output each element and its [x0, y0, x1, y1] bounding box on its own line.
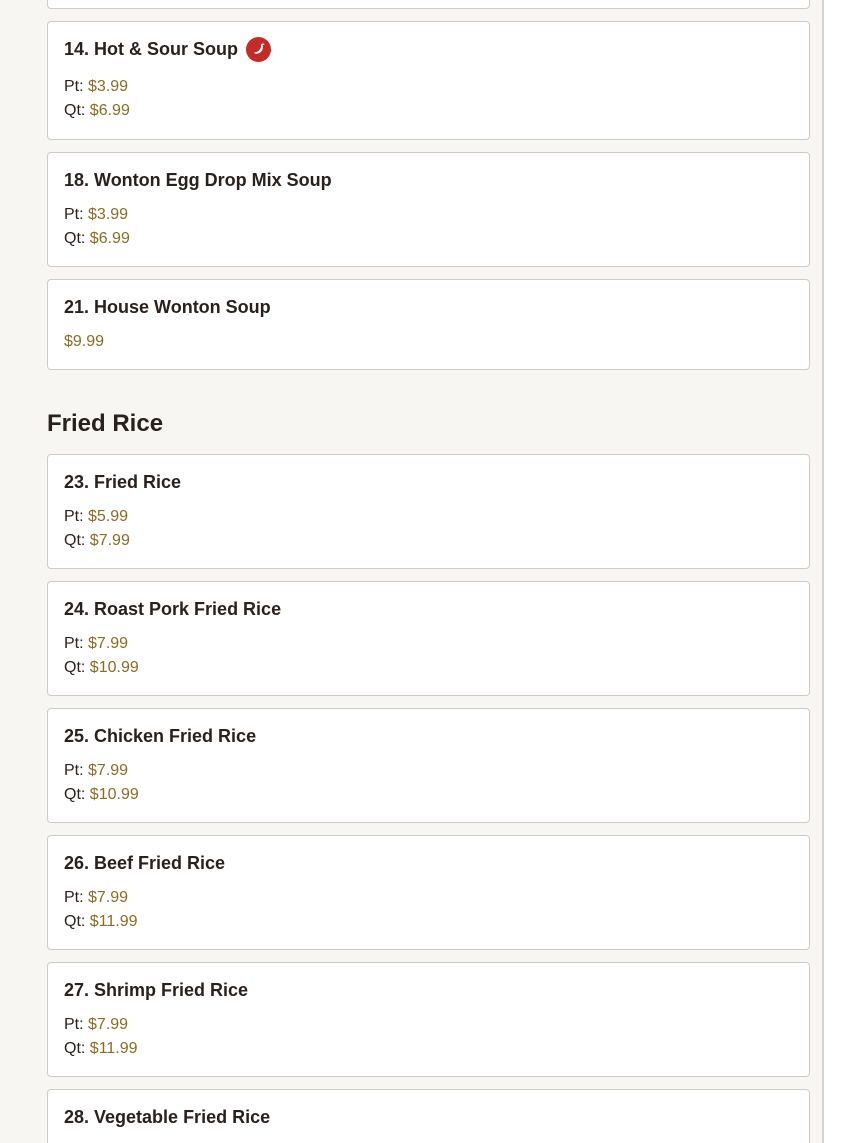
menu-item-card[interactable]: [47, 581, 810, 696]
menu-item-title: 24. Roast Pork Fried Rice: [64, 599, 282, 619]
quart-price-line: [64, 529, 793, 553]
quart-price: $6.99: [89, 102, 130, 119]
menu-item-card[interactable]: [47, 454, 810, 569]
pint-label: Pt:: [64, 508, 84, 525]
pint-price-line: [64, 203, 793, 227]
pint-price: $5.99: [88, 508, 129, 525]
quart-price: $6.99: [89, 230, 130, 247]
pint-price-line: [64, 1013, 793, 1037]
quart-price: $7.99: [89, 532, 130, 549]
menu-item-title: 25. Chicken Fried Rice: [64, 726, 257, 746]
pint-price: $7.99: [88, 762, 129, 779]
quart-label: Qt:: [64, 532, 86, 549]
right-gutter: [824, 0, 844, 1143]
menu-item-card[interactable]: [47, 279, 810, 370]
pint-price-line: [64, 632, 793, 656]
section-heading-fried-rice: Fried Rice: [47, 410, 164, 437]
menu-item-card[interactable]: [47, 21, 810, 140]
quart-label: Qt:: [64, 659, 86, 676]
quart-price-line: [64, 910, 793, 934]
quart-price-line: [64, 1037, 793, 1061]
menu-item-card[interactable]: [47, 152, 810, 267]
quart-price: $10.99: [89, 786, 139, 803]
pint-label: Pt:: [64, 1016, 84, 1033]
quart-price-line: [64, 783, 793, 807]
pint-price-line: [64, 505, 793, 529]
menu-item-title: 28. Vegetable Fried Rice: [64, 1107, 271, 1127]
pint-price: $7.99: [88, 889, 129, 906]
menu-item-title: 23. Fried Rice: [64, 472, 182, 492]
quart-price: $11.99: [89, 913, 138, 930]
pint-price: $3.99: [88, 78, 129, 95]
pint-price: $3.99: [88, 206, 129, 223]
quart-price-line: [64, 99, 793, 123]
menu-item-title: 14. Hot & Sour Soup: [64, 39, 239, 59]
item-price: $9.99: [64, 333, 105, 350]
pint-price-line: [64, 75, 793, 99]
pint-price: $7.99: [88, 1016, 129, 1033]
pint-label: Pt:: [64, 889, 84, 906]
menu-item-card[interactable]: [47, 835, 810, 950]
chili-pepper-icon: [246, 37, 271, 62]
pint-label: Pt:: [64, 206, 84, 223]
pint-label: Pt:: [64, 635, 84, 652]
quart-price-line: [64, 227, 793, 251]
quart-price: $10.99: [89, 659, 139, 676]
menu-item-card[interactable]: [47, 708, 810, 823]
menu-item-title: 27. Shrimp Fried Rice: [64, 980, 249, 1000]
quart-label: Qt:: [64, 102, 86, 119]
pint-price-line: [64, 759, 793, 783]
menu-item-title: 18. Wonton Egg Drop Mix Soup: [64, 170, 332, 190]
pint-label: Pt:: [64, 78, 84, 95]
menu-item-title: 21. House Wonton Soup: [64, 297, 271, 317]
quart-label: Qt:: [64, 230, 86, 247]
quart-label: Qt:: [64, 913, 86, 930]
quart-price: $11.99: [89, 1040, 138, 1057]
pint-label: Pt:: [64, 762, 84, 779]
menu-item-card[interactable]: [47, 962, 810, 1077]
pint-price: $7.99: [88, 635, 129, 652]
menu-item-card-partial[interactable]: [47, 0, 810, 9]
price-line: [64, 330, 793, 354]
pint-price-line: [64, 886, 793, 910]
quart-label: Qt:: [64, 786, 86, 803]
quart-label: Qt:: [64, 1040, 86, 1057]
menu-item-card[interactable]: [47, 1089, 810, 1143]
menu-item-header: [64, 37, 793, 61]
quart-price-line: [64, 656, 793, 680]
menu-item-title: 26. Beef Fried Rice: [64, 853, 226, 873]
